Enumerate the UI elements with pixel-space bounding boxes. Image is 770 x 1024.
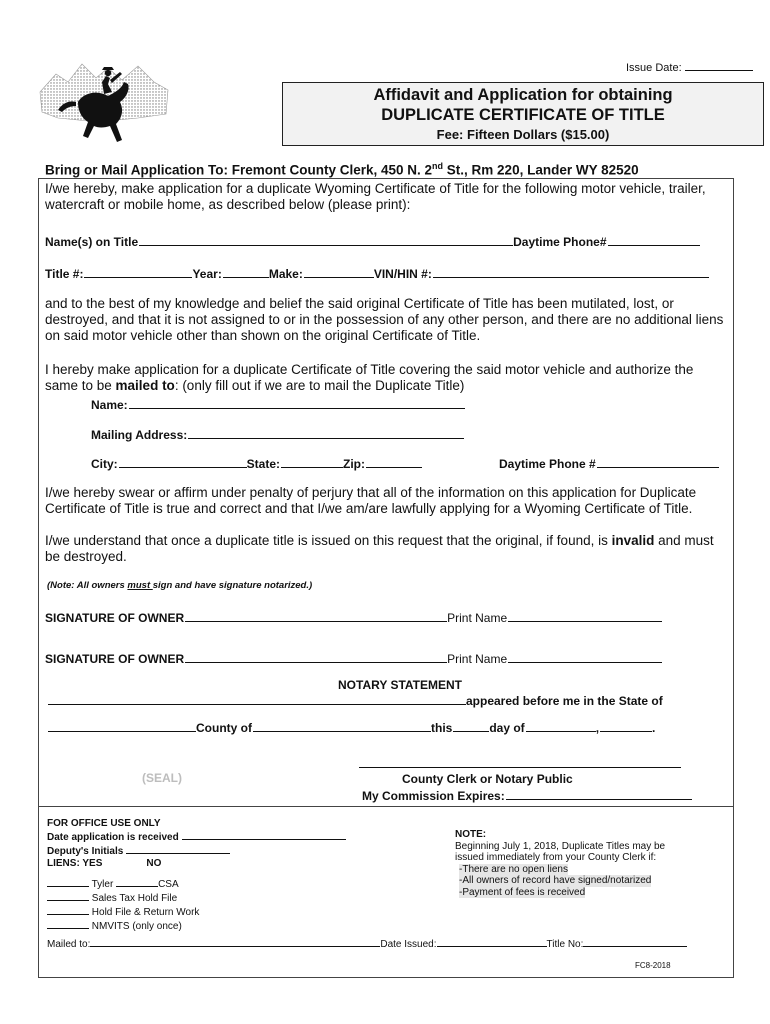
- title-number-line[interactable]: [84, 265, 192, 278]
- date-issued-line[interactable]: [437, 937, 547, 947]
- zip-label: Zip:: [343, 457, 366, 471]
- mailing-phone-field: [499, 455, 719, 471]
- vin-line[interactable]: [433, 265, 709, 278]
- owners-note-underline: must: [127, 580, 153, 591]
- issue-date-line[interactable]: [685, 58, 753, 71]
- mailed-to-label: Mailed to:: [47, 939, 91, 950]
- intro-paragraph: I/we hereby, make application for a duplicate Wyoming Certificate of Title for the following motor vehicle, trailer, watercraft or mobile home, as described below (please print):: [45, 181, 706, 212]
- bucking-horse-logo: [38, 52, 170, 148]
- signature-owner-label: SIGNATURE OF OWNER: [45, 652, 185, 666]
- make-line[interactable]: [304, 265, 374, 278]
- mail-to-prefix: Bring or Mail Application To: Fremont County Clerk, 450 N. 2: [45, 162, 433, 178]
- signature-line[interactable]: [185, 609, 447, 622]
- daytime-phone-label: Daytime Phone#: [513, 235, 607, 249]
- mailing-address-field: [91, 426, 464, 442]
- office-use-left: [47, 818, 346, 870]
- vin-label: VIN/HIN #:: [373, 267, 432, 281]
- tyler-label: Tyler: [91, 879, 114, 890]
- swear-paragraph: I/we hereby swear or affirm under penalty of perjury that all of the information on this application for Duplicate Certificate of Title is true and correct and that I/we am/are lawfully applying for a Wyoming Certificate of Title.: [45, 485, 697, 516]
- notary-period: .: [652, 721, 656, 735]
- commission-label: My Commission Expires:: [362, 789, 505, 803]
- notary-month-line[interactable]: [526, 719, 596, 732]
- zip-line[interactable]: [366, 455, 422, 468]
- deputy-line[interactable]: [126, 844, 230, 854]
- tyler-line[interactable]: [47, 877, 89, 887]
- liens-no-option[interactable]: NO: [146, 858, 162, 869]
- notary-county-line[interactable]: [253, 719, 431, 732]
- commission-field: [362, 787, 692, 803]
- mail-paragraph-part1: I hereby make application for a duplicate Certificate of Title covering the said motor vehicle and authorize the same to be: [45, 362, 694, 393]
- csa-label: CSA: [158, 879, 179, 890]
- mailing-name-line[interactable]: [129, 396, 465, 409]
- mailing-phone-line[interactable]: [597, 455, 719, 468]
- invalid-paragraph: [45, 533, 725, 565]
- invalid-bold: invalid: [611, 533, 655, 548]
- make-label: Make:: [268, 267, 303, 281]
- csa-line[interactable]: [116, 877, 158, 887]
- note-item-3: -Payment of fees is received: [459, 886, 586, 898]
- title-number-label: Title #:: [45, 267, 84, 281]
- commission-line[interactable]: [506, 787, 692, 800]
- title-box: [282, 82, 764, 146]
- hold-file-line[interactable]: [47, 905, 89, 915]
- fee-text: Fee: Fifteen Dollars ($15.00): [436, 127, 610, 142]
- mail-paragraph: [45, 362, 725, 394]
- title-no-line[interactable]: [583, 937, 687, 947]
- date-issued-label: Date Issued:: [380, 939, 437, 950]
- names-on-title-line[interactable]: [139, 233, 513, 246]
- liens-field: [47, 858, 346, 870]
- mailing-phone-label: Daytime Phone #: [499, 457, 596, 471]
- mailing-name-field: [91, 396, 465, 412]
- names-on-title-label: Name(s) on Title: [45, 235, 139, 249]
- notary-dayof-label: day of: [489, 721, 525, 735]
- names-on-title-field: [45, 233, 700, 249]
- invalid-part1: I/we understand that once a duplicate title is issued on this request that the original, if found, is: [45, 533, 612, 548]
- issue-date-field: [626, 58, 753, 74]
- date-received-line[interactable]: [182, 830, 346, 840]
- liens-yes-option[interactable]: LIENS: YES: [47, 858, 103, 869]
- note-line-2: issued immediately from your County Clerk if:: [455, 852, 657, 863]
- office-use-heading: FOR OFFICE USE ONLY: [47, 818, 161, 829]
- note-item-2: -All owners of record have signed/notarized: [459, 875, 652, 886]
- notary-appeared-field: [47, 692, 663, 708]
- mail-paragraph-bold: mailed to: [115, 378, 175, 393]
- title-no-label: Title No:: [546, 939, 584, 950]
- issuance-field: [47, 937, 687, 950]
- year-line[interactable]: [223, 265, 269, 278]
- notary-this-label: this: [431, 721, 453, 735]
- clerk-label: County Clerk or Notary Public: [402, 772, 573, 786]
- invalid-part2: and must be destroyed.: [45, 533, 714, 564]
- print-name-line[interactable]: [508, 650, 662, 663]
- city-label: City:: [91, 457, 118, 471]
- date-received-label: Date application is received: [47, 832, 179, 843]
- sales-tax-label: Sales Tax Hold File: [91, 893, 178, 904]
- mail-paragraph-part2: : (only fill out if we are to mail the Duplicate Title): [174, 378, 465, 393]
- issue-date-label: Issue Date:: [626, 62, 682, 74]
- notary-state-line[interactable]: [48, 719, 196, 732]
- city-line[interactable]: [119, 455, 247, 468]
- form-subtitle: DUPLICATE CERTIFICATE OF TITLE: [381, 106, 665, 124]
- nmvits-label: NMVITS (only once): [91, 921, 182, 932]
- signature-owner-label: SIGNATURE OF OWNER: [45, 611, 185, 625]
- notary-year-line[interactable]: [600, 719, 652, 732]
- date-received-field: [47, 830, 346, 844]
- form-code: FC8-2018: [635, 961, 671, 970]
- notary-day-line[interactable]: [453, 719, 489, 732]
- tyler-item: [47, 877, 199, 891]
- owners-note: [47, 580, 312, 591]
- mailing-address-line[interactable]: [188, 426, 464, 439]
- mail-to-sup: nd: [432, 161, 444, 171]
- print-name-label: Print Name: [447, 611, 508, 625]
- note-heading: NOTE:: [455, 829, 487, 840]
- signature-line[interactable]: [185, 650, 447, 663]
- clerk-signature-line[interactable]: [359, 767, 681, 768]
- owners-note-part2: sign and have signature notarized.): [152, 580, 313, 591]
- daytime-phone-line[interactable]: [608, 233, 700, 246]
- seal-placeholder: (SEAL): [142, 771, 182, 785]
- office-checklist: [47, 877, 199, 933]
- hold-file-item: [47, 905, 199, 919]
- mailing-address-label: Mailing Address:: [91, 428, 188, 442]
- deputy-field: [47, 844, 346, 858]
- signature-owner-1: [45, 609, 662, 625]
- mailing-name-label: Name:: [91, 398, 128, 412]
- notary-county-field: [47, 719, 655, 735]
- office-note: [455, 829, 665, 898]
- hold-file-label: Hold File & Return Work: [91, 907, 200, 918]
- nmvits-line[interactable]: [47, 919, 89, 929]
- notary-county-label: County of: [196, 721, 252, 735]
- note-item-1: -There are no open liens: [459, 863, 568, 875]
- notary-name-line[interactable]: [48, 692, 466, 705]
- mail-to-suffix: St., Rm 220, Lander WY 82520: [443, 162, 639, 178]
- mailing-city-field: [91, 455, 422, 471]
- year-label: Year:: [192, 267, 222, 281]
- form-title: Affidavit and Application for obtaining: [373, 86, 673, 104]
- mail-to-line: [45, 161, 639, 178]
- state-label: State:: [246, 457, 281, 471]
- sales-tax-line[interactable]: [47, 891, 89, 901]
- state-line[interactable]: [281, 455, 343, 468]
- deputy-label: Deputy's Initials: [47, 846, 124, 857]
- vehicle-details-field: [45, 265, 709, 281]
- owners-note-part1: (Note: All owners: [47, 580, 128, 591]
- knowledge-paragraph: and to the best of my knowledge and belief the said original Certificate of Title has been mutilated, lost, or destroyed, and that it is not assigned to or in the possession of any other person, and there are no additional liens on said motor vehicle other than shown on the original Certificate of Title.: [45, 296, 724, 343]
- nmvits-item: [47, 919, 199, 933]
- mailed-to-line[interactable]: [90, 937, 380, 947]
- note-line-1: Beginning July 1, 2018, Duplicate Titles may be: [455, 840, 666, 852]
- sales-tax-item: [47, 891, 199, 905]
- notary-comma: ,: [595, 721, 600, 735]
- print-name-label: Print Name: [447, 652, 508, 666]
- signature-owner-2: [45, 650, 662, 666]
- print-name-line[interactable]: [508, 609, 662, 622]
- notary-appeared-label: appeared before me in the State of: [466, 694, 663, 708]
- notary-heading: NOTARY STATEMENT: [338, 678, 462, 692]
